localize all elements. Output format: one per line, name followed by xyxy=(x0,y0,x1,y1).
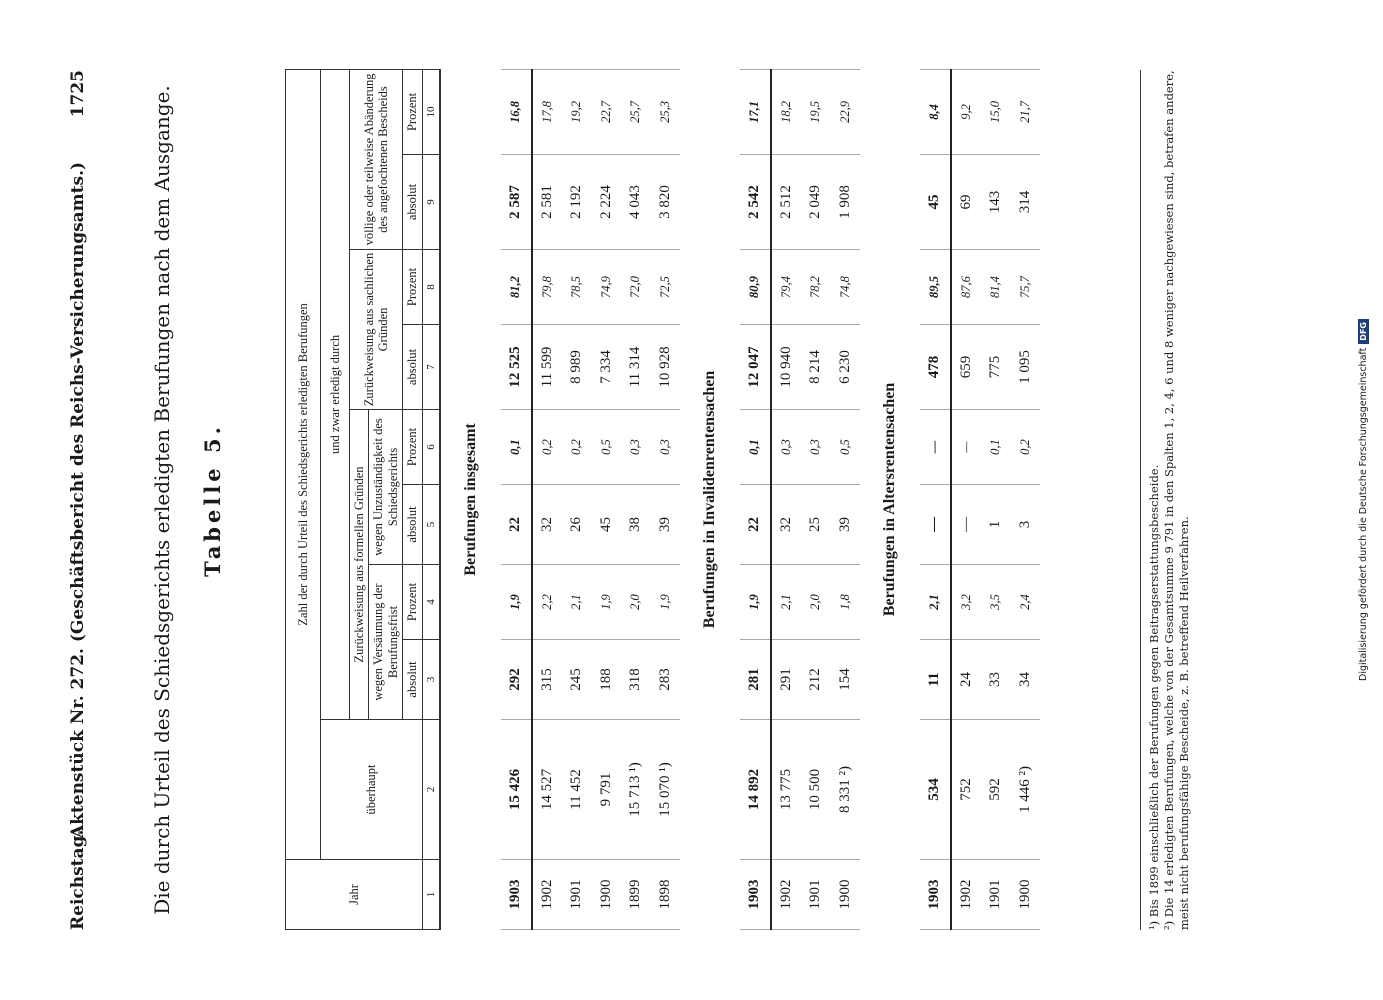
header-unzustaendigkeit: wegen Unzuständigkeit des Schiedsgerichts xyxy=(371,418,400,556)
value-cell: — xyxy=(951,485,982,565)
value-cell: 79,8 xyxy=(532,250,563,325)
year-cell: 1902 xyxy=(771,860,802,930)
value-cell: 2 512 xyxy=(771,155,802,250)
header-und-zwar: und zwar erledigt durch xyxy=(321,69,350,719)
value-cell: 25,7 xyxy=(621,69,651,154)
header-jahr: Jahr xyxy=(286,860,423,930)
header-formell-sub xyxy=(369,410,402,719)
value-cell: 79,4 xyxy=(771,250,802,325)
value-cell: — xyxy=(920,410,951,485)
value-cell: 10 940 xyxy=(771,325,802,410)
value-cell: 2 224 xyxy=(592,155,622,250)
header-center: Aktenstück Nr. 272. (Geschäftsbericht des Reichs-Versicherungsamts.) xyxy=(68,161,88,839)
value-cell: 11 314 xyxy=(621,325,651,410)
value-cell: 0,5 xyxy=(592,410,622,485)
value-cell: 10 928 xyxy=(651,325,681,410)
table-row xyxy=(651,69,681,929)
value-cell: — xyxy=(920,485,951,565)
value-cell: 11 xyxy=(920,640,951,720)
table-row xyxy=(740,69,771,929)
header-absolut: absolut xyxy=(403,485,422,565)
value-cell: 19,5 xyxy=(801,69,831,154)
value-cell: 16,8 xyxy=(501,69,532,154)
section-row xyxy=(680,69,740,929)
header-ueberhaupt: überhaupt xyxy=(321,720,423,860)
header-absolut: absolut xyxy=(403,155,422,250)
table-row xyxy=(981,69,1011,929)
header-left: Reichstag. xyxy=(68,829,88,930)
value-cell: 592 xyxy=(981,720,1011,860)
value-cell: 22 xyxy=(501,485,532,565)
section-title: Berufungen insgesamt xyxy=(462,423,480,576)
value-cell: 8 331 ²) xyxy=(831,720,861,860)
value-cell: 659 xyxy=(951,325,982,410)
value-cell: 32 xyxy=(532,485,563,565)
year-cell: 1899 xyxy=(621,860,651,930)
value-cell: 2 049 xyxy=(801,155,831,250)
value-cell: 2 587 xyxy=(501,155,532,250)
value-cell: 12 047 xyxy=(740,325,771,410)
value-cell: 0,3 xyxy=(771,410,802,485)
value-cell: 17,1 xyxy=(740,69,771,154)
value-cell: 18,2 xyxy=(771,69,802,154)
header-formell xyxy=(350,410,403,720)
column-number: 9 xyxy=(422,155,440,250)
value-cell: 15 070 ¹) xyxy=(651,720,681,860)
year-cell: 1901 xyxy=(562,860,592,930)
year-cell: 1901 xyxy=(981,860,1011,930)
table-row xyxy=(801,69,831,929)
value-cell: 11 599 xyxy=(532,325,563,410)
section-title: Berufungen in Invalidenrentensachen xyxy=(701,370,719,629)
value-cell: 0,2 xyxy=(1011,410,1041,485)
value-cell: 13 775 xyxy=(771,720,802,860)
value-cell: 1 908 xyxy=(831,155,861,250)
value-cell: 0,3 xyxy=(801,410,831,485)
column-number: 5 xyxy=(422,485,440,565)
table-subtitle: Die durch Urteil des Schiedsgerichts erledigten Berufungen nach dem Ausgange. xyxy=(150,85,174,915)
value-cell: 1 446 ²) xyxy=(1011,720,1041,860)
value-cell: 534 xyxy=(920,720,951,860)
value-cell: 281 xyxy=(740,640,771,720)
value-cell: 78,5 xyxy=(562,250,592,325)
value-cell: — xyxy=(951,410,982,485)
value-cell: 2 192 xyxy=(562,155,592,250)
value-cell: 74,9 xyxy=(592,250,622,325)
table-row xyxy=(532,69,563,929)
table-row xyxy=(1011,69,1041,929)
value-cell: 39 xyxy=(831,485,861,565)
value-cell: 22 xyxy=(740,485,771,565)
column-number-row xyxy=(422,69,440,929)
table-head xyxy=(286,69,441,929)
value-cell: 2,1 xyxy=(771,565,802,640)
dfg-logo: DFG xyxy=(1358,319,1369,344)
column-number: 10 xyxy=(422,69,440,154)
table-row xyxy=(771,69,802,929)
table-row xyxy=(562,69,592,929)
section-row xyxy=(860,69,920,929)
value-cell: 245 xyxy=(562,640,592,720)
year-cell: 1898 xyxy=(651,860,681,930)
value-cell: 1,9 xyxy=(651,565,681,640)
table-row xyxy=(920,69,951,929)
value-cell: 2 581 xyxy=(532,155,563,250)
column-number: 8 xyxy=(422,250,440,325)
value-cell: 1,9 xyxy=(501,565,532,640)
page-header xyxy=(58,70,98,930)
value-cell: 24 xyxy=(951,640,982,720)
value-cell: 14 892 xyxy=(740,720,771,860)
header-versaeumung: wegen Versäumung der Berufungsfrist xyxy=(369,564,402,719)
value-cell: 1 095 xyxy=(1011,325,1041,410)
value-cell: 14 527 xyxy=(532,720,563,860)
value-cell: 188 xyxy=(592,640,622,720)
table-title: Tabelle 5. xyxy=(200,423,225,577)
value-cell: 478 xyxy=(920,325,951,410)
value-cell: 25,3 xyxy=(651,69,681,154)
value-cell: 10 500 xyxy=(801,720,831,860)
value-cell: 8 214 xyxy=(801,325,831,410)
value-cell: 2,0 xyxy=(801,565,831,640)
value-cell: 283 xyxy=(651,640,681,720)
footnote-1: ¹) Bis 1899 einschließlich der Berufungen gegen Beitragserstattungsbescheide. xyxy=(1147,464,1161,930)
year-cell: 1903 xyxy=(501,860,532,930)
column-number: 1 xyxy=(422,860,440,930)
value-cell: 0,5 xyxy=(831,410,861,485)
value-cell: 7 334 xyxy=(592,325,622,410)
value-cell: 1,8 xyxy=(831,565,861,640)
value-cell: 15,0 xyxy=(981,69,1011,154)
value-cell: 81,2 xyxy=(501,250,532,325)
year-cell: 1901 xyxy=(801,860,831,930)
value-cell: 2,2 xyxy=(532,565,563,640)
footnote-2: ²) Die 14 erledigten Berufungen, welche von der Gesamtsumme 9 791 in den Spalten 1, 2, 4, 6 und 8 weniger nachgewiesen sind, betrafen andere, meist nicht berufungsfähige Bescheide, z. B. betreffend Heilverfahren. xyxy=(1161,70,1191,930)
value-cell: 314 xyxy=(1011,155,1041,250)
value-cell: 2,1 xyxy=(920,565,951,640)
value-cell: 12 525 xyxy=(501,325,532,410)
value-cell: 80,9 xyxy=(740,250,771,325)
header-absolut: absolut xyxy=(403,325,422,410)
value-cell: 8 989 xyxy=(562,325,592,410)
table-row xyxy=(501,69,532,929)
value-cell: 0,2 xyxy=(532,410,563,485)
value-cell: 45 xyxy=(920,155,951,250)
header-absolut: absolut xyxy=(403,640,422,720)
value-cell: 8,4 xyxy=(920,69,951,154)
year-cell: 1903 xyxy=(740,860,771,930)
value-cell: 1,9 xyxy=(740,565,771,640)
value-cell: 39 xyxy=(651,485,681,565)
value-cell: 45 xyxy=(592,485,622,565)
value-cell: 72,5 xyxy=(651,250,681,325)
column-number: 3 xyxy=(422,640,440,720)
value-cell: 1,9 xyxy=(592,565,622,640)
value-cell: 3,5 xyxy=(981,565,1011,640)
value-cell: 34 xyxy=(1011,640,1041,720)
header-zahl: Zahl der durch Urteil des Schiedsgerichts erledigten Berufungen xyxy=(286,69,321,859)
year-cell: 1900 xyxy=(831,860,861,930)
value-cell: 89,5 xyxy=(920,250,951,325)
table-row xyxy=(621,69,651,929)
header-aenderung: völlige oder teilweise Abänderung des angefochtenen Bescheids xyxy=(350,69,403,249)
value-cell: 775 xyxy=(981,325,1011,410)
value-cell: 11 452 xyxy=(562,720,592,860)
value-cell: 74,8 xyxy=(831,250,861,325)
value-cell: 1 xyxy=(981,485,1011,565)
value-cell: 25 xyxy=(801,485,831,565)
column-number: 2 xyxy=(422,720,440,860)
value-cell: 9,2 xyxy=(951,69,982,154)
value-cell: 4 043 xyxy=(621,155,651,250)
year-cell: 1900 xyxy=(592,860,622,930)
value-cell: 291 xyxy=(771,640,802,720)
value-cell: 32 xyxy=(771,485,802,565)
value-cell: 2 542 xyxy=(740,155,771,250)
column-number: 7 xyxy=(422,325,440,410)
value-cell: 15 426 xyxy=(501,720,532,860)
value-cell: 17,8 xyxy=(532,69,563,154)
appeals-table xyxy=(285,69,1040,930)
header-formell-label: Zurückweisung aus formellen Gründen xyxy=(350,410,369,719)
value-cell: 3 820 xyxy=(651,155,681,250)
value-cell: 3 xyxy=(1011,485,1041,565)
value-cell: 0,3 xyxy=(651,410,681,485)
value-cell: 78,2 xyxy=(801,250,831,325)
table-body xyxy=(440,69,1040,929)
value-cell: 154 xyxy=(831,640,861,720)
value-cell: 22,9 xyxy=(831,69,861,154)
value-cell: 87,6 xyxy=(951,250,982,325)
value-cell: 315 xyxy=(532,640,563,720)
value-cell: 212 xyxy=(801,640,831,720)
value-cell: 143 xyxy=(981,155,1011,250)
table-row xyxy=(592,69,622,929)
value-cell: 3,2 xyxy=(951,565,982,640)
column-number: 4 xyxy=(422,565,440,640)
value-cell: 38 xyxy=(621,485,651,565)
page-number: 1725 xyxy=(68,70,88,118)
value-cell: 81,4 xyxy=(981,250,1011,325)
footnotes xyxy=(1140,70,1192,930)
value-cell: 69 xyxy=(951,155,982,250)
value-cell: 0,1 xyxy=(501,410,532,485)
section-title: Berufungen in Altersrentensachen xyxy=(881,382,899,617)
value-cell: 0,2 xyxy=(562,410,592,485)
year-cell: 1900 xyxy=(1011,860,1041,930)
value-cell: 33 xyxy=(981,640,1011,720)
value-cell: 0,1 xyxy=(740,410,771,485)
value-cell: 72,0 xyxy=(621,250,651,325)
value-cell: 15 713 ¹) xyxy=(621,720,651,860)
dfg-credit xyxy=(1358,0,1369,1000)
year-cell: 1902 xyxy=(532,860,563,930)
value-cell: 2,1 xyxy=(562,565,592,640)
header-prozent: Prozent xyxy=(403,69,422,154)
header-sachlich: Zurückweisung aus sachlichen Gründen xyxy=(350,250,403,410)
header-prozent: Prozent xyxy=(403,250,422,325)
value-cell: 22,7 xyxy=(592,69,622,154)
header-prozent: Prozent xyxy=(403,410,422,485)
value-cell: 318 xyxy=(621,640,651,720)
table-row xyxy=(951,69,982,929)
value-cell: 6 230 xyxy=(831,325,861,410)
value-cell: 0,1 xyxy=(981,410,1011,485)
dfg-note: Digitalisierung gefördert durch die Deutsche Forschungsgemeinschaft xyxy=(1358,347,1369,681)
header-prozent: Prozent xyxy=(403,565,422,640)
column-number: 6 xyxy=(422,410,440,485)
value-cell: 75,7 xyxy=(1011,250,1041,325)
value-cell: 752 xyxy=(951,720,982,860)
value-cell: 26 xyxy=(562,485,592,565)
value-cell: 19,2 xyxy=(562,69,592,154)
value-cell: 21,7 xyxy=(1011,69,1041,154)
section-row xyxy=(440,69,501,929)
table-row xyxy=(831,69,861,929)
value-cell: 292 xyxy=(501,640,532,720)
value-cell: 9 791 xyxy=(592,720,622,860)
year-cell: 1903 xyxy=(920,860,951,930)
value-cell: 2,4 xyxy=(1011,565,1041,640)
year-cell: 1902 xyxy=(951,860,982,930)
value-cell: 0,3 xyxy=(621,410,651,485)
value-cell: 2,0 xyxy=(621,565,651,640)
